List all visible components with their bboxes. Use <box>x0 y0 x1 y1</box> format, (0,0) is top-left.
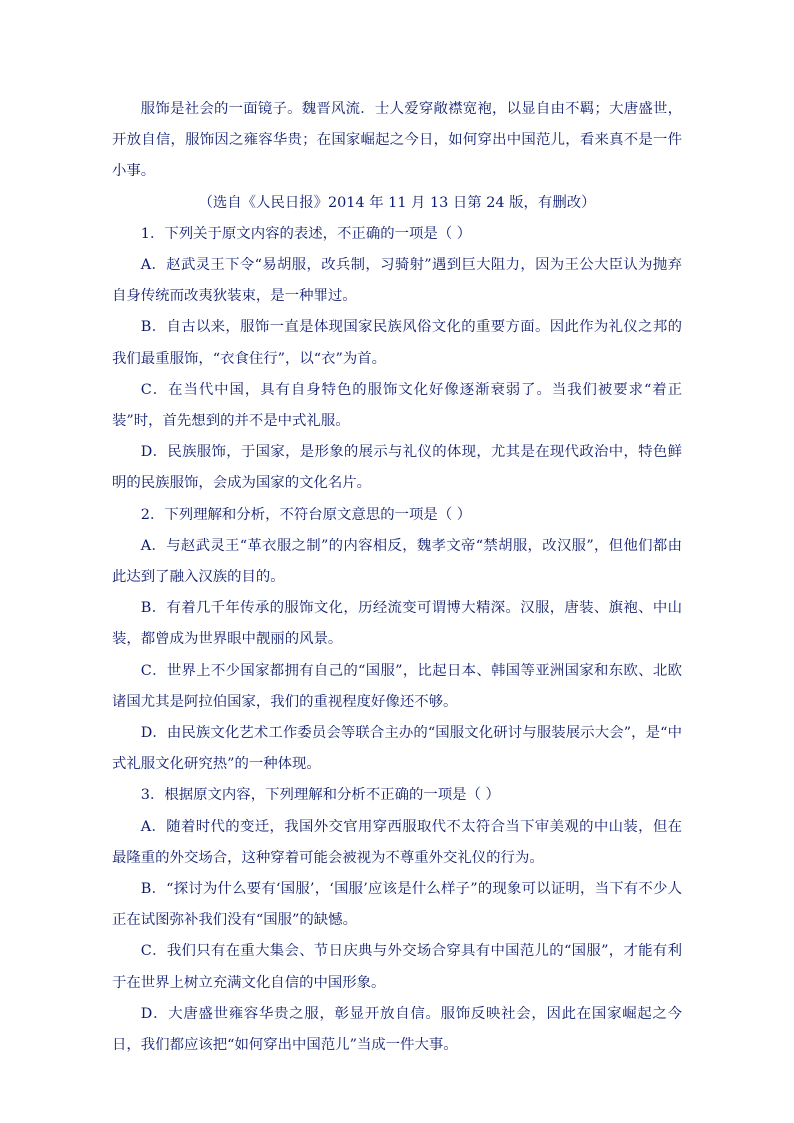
question-3-option-d: D．大唐盛世雍容华贵之服，彰显开放自信。服饰反映社会，因此在国家崛起之今日，我们都应该把“如何穿出中国范儿”当成一件大事。 <box>112 1005 682 1054</box>
passage-source: （选自《人民日报》2014 年 11 月 13 日第 24 版，有删改） <box>198 194 596 211</box>
question-1-option-a: A．赵武灵王下令“易胡服，改兵制，习骑射”遇到巨大阻力，因为王公大臣认为抛弃自身传统而改夷狄装束，是一种罪过。 <box>112 257 682 305</box>
document-page <box>112 94 682 1061</box>
passage-paragraph: 服饰是社会的一面镜子。魏晋风流．士人爱穿敞襟宽袍，以显自由不羁；大唐盛世，开放自信，服饰因之雍容华贵；在国家崛起之今日，如何穿出中国范儿，看来真不是一件小事。 <box>112 101 682 180</box>
question-2-option-b: B．有着几千年传承的服饰文化，历经流变可谓博大精深。汉服，唐装、旗袍、中山装，都曾成为世界眼中靓丽的风景。 <box>112 600 682 648</box>
question-1-stem: 1．下列关于原文内容的表述，不正确的一项是（ ） <box>140 225 472 242</box>
question-3-option-b: B．“探讨为什么要有‘国服’，‘国服’应该是什么样子”的现象可以证明，当下有不少人正在试图弥补我们没有“国服”的缺憾。 <box>112 881 682 929</box>
question-1-option-d: D．民族服饰，于国家，是形象的展示与礼仪的体现，尤其是在现代政治中，特色鲜明的民族服饰，会成为国家的文化名片。 <box>112 444 682 492</box>
question-2-option-d: D．由民族文化艺术工作委员会等联合主办的“国服文化研讨与服装展示大会”，是“中式礼服文化研究热”的一种体现。 <box>112 725 682 773</box>
question-3-option-a: A．随着时代的变迁，我国外交官用穿西服取代不太符合当下审美观的中山装，但在最隆重的外交场合，这种穿着可能会被视为不尊重外交礼仪的行为。 <box>112 818 682 866</box>
question-3-stem: 3．根据原文内容，下列理解和分析不正确的一项是（ ） <box>140 787 500 804</box>
question-1-option-c: C．在当代中国，具有自身特色的服饰文化好像逐渐衰弱了。当我们被要求“着正装”时，首先想到的并不是中式礼服。 <box>112 381 682 430</box>
question-1-option-b: B．自古以来，服饰一直是体现国家民族风俗文化的重要方面。因此作为礼仪之邦的我们最重服饰，“衣食住行”，以“衣”为首。 <box>112 319 682 367</box>
question-2-stem: 2．下列理解和分析，不符台原文意思的一项是（ ） <box>140 506 472 523</box>
question-3-option-c: C．我们只有在重大集会、节日庆典与外交场合穿具有中国范儿的“国服”，才能有利于在世界上树立充满文化自信的中国形象。 <box>112 943 682 991</box>
question-2-option-c: C．世界上不少国家都拥有自己的“国服”，比起日本、韩国等亚洲国家和东欧、北欧诸国尤其是阿拉伯国家，我们的重视程度好像还不够。 <box>112 662 682 710</box>
question-2-option-a: A．与赵武灵王“革衣服之制”的内容相反，魏孝文帝“禁胡服，改汉服”，但他们都由此达到了融入汉族的目的。 <box>112 537 682 586</box>
